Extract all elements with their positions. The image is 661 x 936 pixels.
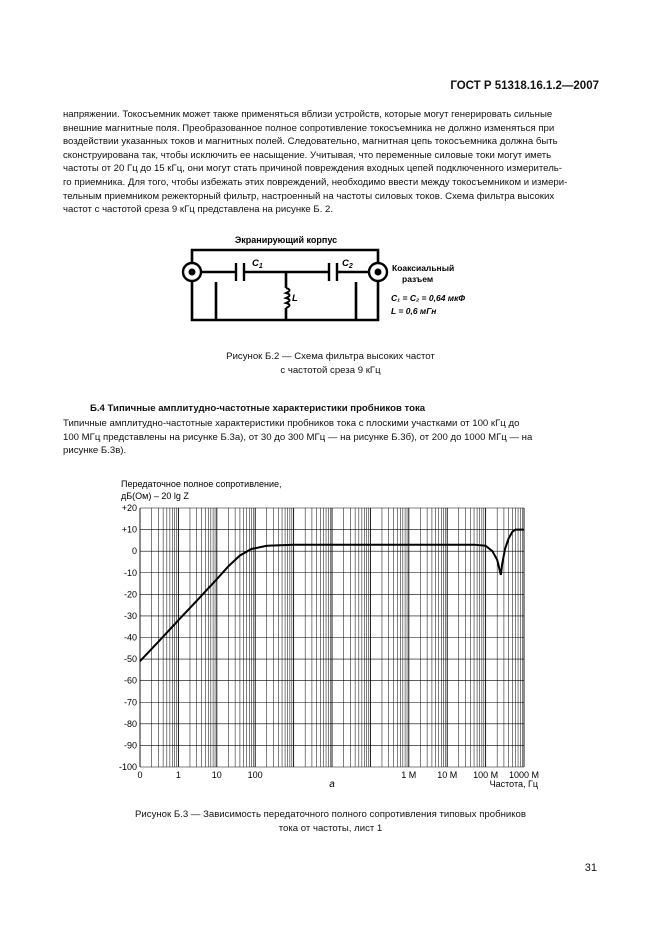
figure-b3-caption: Рисунок Б.3 — Зависимость передаточного полного сопротивления типовых пробников тока от частоты, лист 1 xyxy=(135,809,526,834)
y-tick-label: +20 xyxy=(121,503,137,513)
shield-label: Экранирующий корпус xyxy=(234,235,338,245)
y-tick-label: -80 xyxy=(123,718,137,729)
frequency-response-chart xyxy=(88,475,558,795)
paragraph-intro xyxy=(63,108,599,217)
section-title: Б.4 Типичные амплитудно-частотные характеристики пробников тока xyxy=(90,403,426,414)
x-tick-label: 0 xyxy=(137,770,143,780)
x-tick-label: 1 М xyxy=(401,770,417,780)
x-tick-label: 1000 М xyxy=(508,770,540,780)
y-tick-label: -60 xyxy=(123,675,137,686)
text-line: го приемника. Для того, чтобы избежать этих повреждений, необходимо ввести между токосъемником и измери- xyxy=(63,176,568,188)
chart-xlabel: Частота, Гц xyxy=(489,779,538,789)
text-line: сконструирована так, чтобы исключить ее насыщение. Учитывая, что переменные силовые токи могут иметь xyxy=(63,149,552,161)
l-label: L xyxy=(292,293,298,304)
y-tick-label: -70 xyxy=(123,697,137,708)
capacitor-c2 xyxy=(329,263,337,281)
connector-label-2: разъем xyxy=(402,274,434,284)
x-tick-label: 10 xyxy=(211,770,222,780)
connector-label: Коаксиальный xyxy=(392,263,455,273)
c1-label: $C_1$ xyxy=(252,258,263,270)
capacitor-c1 xyxy=(236,263,244,281)
y-tick-label: -30 xyxy=(123,610,137,621)
y-tick-label: -50 xyxy=(123,654,137,665)
x-tick-label: 1 xyxy=(175,770,181,780)
y-tick-label: -100 xyxy=(118,762,137,772)
connector-left xyxy=(183,263,201,281)
x-tick-label: 10 М xyxy=(437,770,458,780)
capacitance-value: C₁ = C₂ = 0,64 мкФ xyxy=(391,293,466,303)
y-tick-label: -20 xyxy=(123,589,137,600)
section-text: Типичные амплитудно-частотные характеристики пробников тока с плоскими участками от 100 кГц до 100 МГц представлены на рисунке Б.3а), от 30 до 300 МГц — на рисунке Б.3б), от 200 до 1000 МГц — на рисунке Б.3в). xyxy=(63,418,533,457)
inductor-l xyxy=(286,288,290,308)
text-line: частот с частотой среза 9 кГц представлена на рисунке Б. 2. xyxy=(63,204,334,216)
text-line: тельным приемником режекторный фильтр, настроенный на частоты силовых токов. Схема фильтра высоких xyxy=(63,190,555,202)
subfigure-label: а xyxy=(329,779,335,790)
y-tick-label: -40 xyxy=(123,632,137,643)
chart-ylabel-2: дБ(Ом) – 20 lg Z xyxy=(121,491,189,501)
inductance-value: L = 0,6 мГн xyxy=(391,306,437,316)
x-tick-label: 100 xyxy=(247,770,263,780)
y-tick-label: +10 xyxy=(121,524,137,535)
x-tick-label: 100 М xyxy=(473,770,499,780)
filter-schematic xyxy=(170,228,490,333)
figure-b2-caption: Рисунок Б.2 — Схема фильтра высоких частот с частотой среза 9 кГц xyxy=(226,351,435,376)
text-line: внешние магнитные поля. Преобразованное полное сопротивление токосъемника не должно изменяться при xyxy=(63,122,555,134)
y-tick-label: 0 xyxy=(131,546,137,557)
text-line: воздействии указанных токов и магнитных полей. Следовательно, магнитная цепь токосъемника должна быть xyxy=(63,136,558,148)
connector-right xyxy=(369,263,387,281)
text-line: частоты от 20 Гц до 15 кГц, они могут стать причиной повреждения входных цепей подключенного измеритель- xyxy=(63,163,562,175)
chart-ylabel-1: Передаточное полное сопротивление, xyxy=(121,479,282,489)
y-tick-label: -10 xyxy=(123,567,137,578)
c2-label: $C_2$ xyxy=(342,258,353,270)
text-line: напряжении. Токосъемник может также применяться вблизи устройств, которые могут генерировать сильные xyxy=(63,109,553,120)
y-tick-label: -90 xyxy=(123,740,137,751)
page-number: 31 xyxy=(584,862,597,874)
document-header: ГОСТ Р 51318.16.1.2—2007 xyxy=(450,80,599,92)
